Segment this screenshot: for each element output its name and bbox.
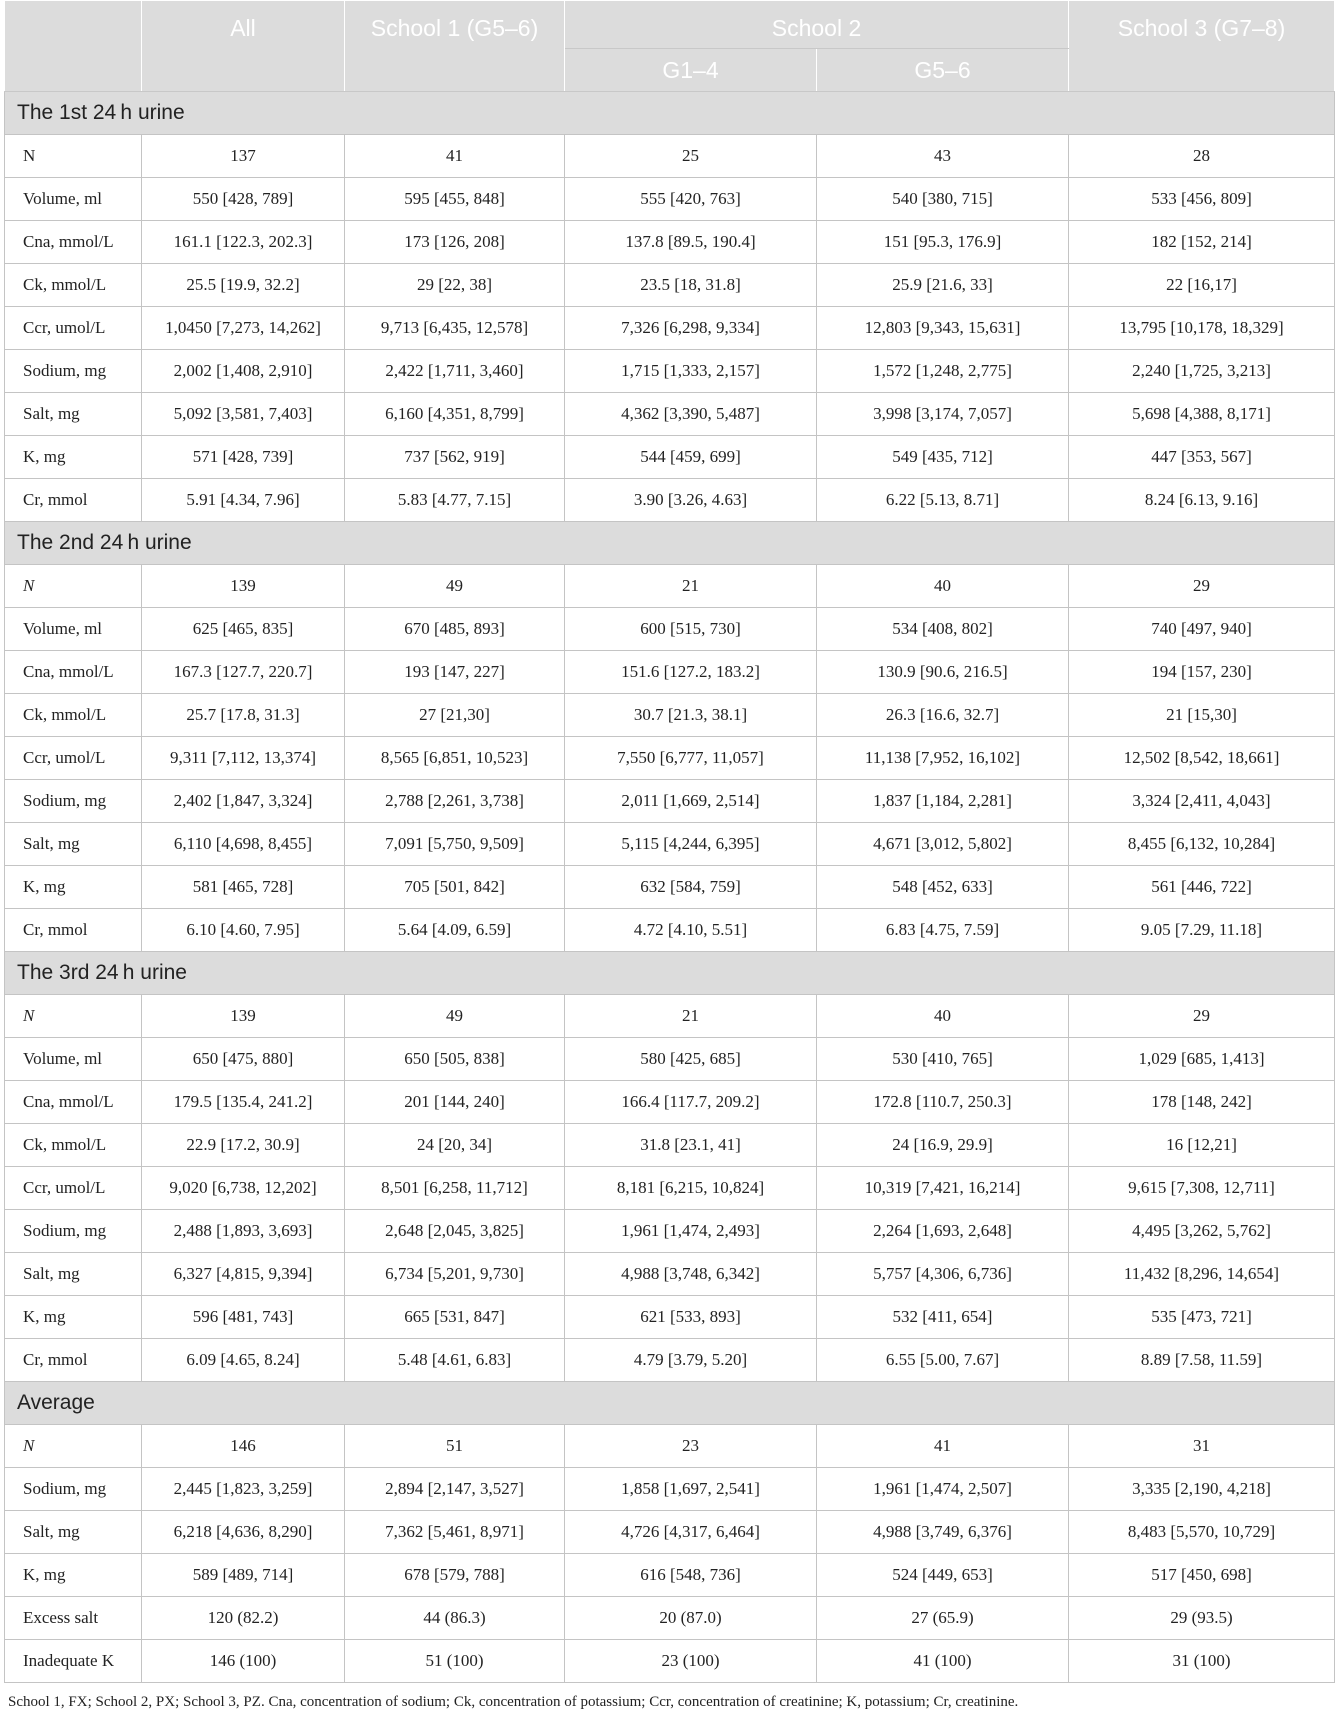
row-label: K, mg (5, 436, 142, 479)
row-label: K, mg (5, 1296, 142, 1339)
table-cell: 4,726 [4,317, 6,464] (565, 1511, 817, 1554)
table-cell: 161.1 [122.3, 202.3] (142, 221, 345, 264)
row-label: Volume, ml (5, 1038, 142, 1081)
table-cell: 1,572 [1,248, 2,775] (817, 350, 1069, 393)
table-cell: 31 (1069, 1425, 1335, 1468)
table-cell: 11,432 [8,296, 14,654] (1069, 1253, 1335, 1296)
table-cell: 28 (1069, 135, 1335, 178)
header-blank-cell (5, 1, 142, 92)
header-school2-g5-6: G5–6 (817, 49, 1069, 92)
header-school1: School 1 (G5–6) (345, 1, 565, 92)
table-cell: 3,324 [2,411, 4,043] (1069, 780, 1335, 823)
table-cell: 5,115 [4,244, 6,395] (565, 823, 817, 866)
table-cell: 737 [562, 919] (345, 436, 565, 479)
table-row (5, 264, 1335, 307)
table-cell: 561 [446, 722] (1069, 866, 1335, 909)
table-cell: 137.8 [89.5, 190.4] (565, 221, 817, 264)
table-cell: 6,734 [5,201, 9,730] (345, 1253, 565, 1296)
table-cell: 7,091 [5,750, 9,509] (345, 823, 565, 866)
table-cell: 621 [533, 893] (565, 1296, 817, 1339)
table-cell: 139 (142, 565, 345, 608)
table-cell: 8,483 [5,570, 10,729] (1069, 1511, 1335, 1554)
table-cell: 27 (65.9) (817, 1597, 1069, 1640)
row-label: Excess salt (5, 1597, 142, 1640)
table-cell: 29 (93.5) (1069, 1597, 1335, 1640)
row-label: Salt, mg (5, 393, 142, 436)
table-cell: 137 (142, 135, 345, 178)
table-cell: 51 (345, 1425, 565, 1468)
table-row (5, 1124, 1335, 1167)
table-cell: 8,501 [6,258, 11,712] (345, 1167, 565, 1210)
table-footnote: School 1, FX; School 2, PX; School 3, PZ. Cna, concentration of sodium; Ck, concentration of potassium; Ccr, concentration of creatinine; K, potassium; Cr, creatinine. (8, 1694, 1019, 1710)
table-cell: 4,988 [3,748, 6,342] (565, 1253, 817, 1296)
table-cell: 16 [12,21] (1069, 1124, 1335, 1167)
table-cell: 2,648 [2,045, 3,825] (345, 1210, 565, 1253)
table-cell: 1,961 [1,474, 2,493] (565, 1210, 817, 1253)
table-cell: 22.9 [17.2, 30.9] (142, 1124, 345, 1167)
table-cell: 447 [353, 567] (1069, 436, 1335, 479)
table-row (5, 1253, 1335, 1296)
table-cell: 2,894 [2,147, 3,527] (345, 1468, 565, 1511)
table-container (4, 0, 1334, 1683)
table-cell: 6.09 [4.65, 8.24] (142, 1339, 345, 1382)
table-cell: 1,029 [685, 1,413] (1069, 1038, 1335, 1081)
table-cell: 21 (565, 565, 817, 608)
table-cell: 27 [21,30] (345, 694, 565, 737)
table-cell: 21 [15,30] (1069, 694, 1335, 737)
table-row (5, 1210, 1335, 1253)
table-row (5, 1554, 1335, 1597)
table-cell: 632 [584, 759] (565, 866, 817, 909)
row-label: N (5, 995, 142, 1038)
table-row (5, 307, 1335, 350)
table-cell: 5.91 [4.34, 7.96] (142, 479, 345, 522)
table-cell: 3,335 [2,190, 4,218] (1069, 1468, 1335, 1511)
section-header-row (5, 952, 1335, 995)
table-cell: 1,0450 [7,273, 14,262] (142, 307, 345, 350)
table-cell: 1,837 [1,184, 2,281] (817, 780, 1069, 823)
row-label: Sodium, mg (5, 780, 142, 823)
table-cell: 151 [95.3, 176.9] (817, 221, 1069, 264)
table-cell: 24 [20, 34] (345, 1124, 565, 1167)
table-cell: 6,160 [4,351, 8,799] (345, 393, 565, 436)
table-cell: 5,757 [4,306, 6,736] (817, 1253, 1069, 1296)
table-cell: 172.8 [110.7, 250.3] (817, 1081, 1069, 1124)
table-row (5, 866, 1335, 909)
table-cell: 178 [148, 242] (1069, 1081, 1335, 1124)
table-cell: 24 [16.9, 29.9] (817, 1124, 1069, 1167)
table-cell: 173 [126, 208] (345, 221, 565, 264)
section-header-row (5, 522, 1335, 565)
table-cell: 9,713 [6,435, 12,578] (345, 307, 565, 350)
table-cell: 555 [420, 763] (565, 178, 817, 221)
table-cell: 182 [152, 214] (1069, 221, 1335, 264)
table-cell: 2,788 [2,261, 3,738] (345, 780, 565, 823)
row-label: Sodium, mg (5, 1210, 142, 1253)
table-cell: 549 [435, 712] (817, 436, 1069, 479)
table-row (5, 1640, 1335, 1683)
row-label: Cr, mmol (5, 479, 142, 522)
table-cell: 49 (345, 995, 565, 1038)
table-cell: 49 (345, 565, 565, 608)
table-row (5, 737, 1335, 780)
row-label: Ck, mmol/L (5, 694, 142, 737)
table-cell: 8,181 [6,215, 10,824] (565, 1167, 817, 1210)
table-cell: 29 [22, 38] (345, 264, 565, 307)
row-label: Ccr, umol/L (5, 307, 142, 350)
row-label: N (5, 565, 142, 608)
table-cell: 25 (565, 135, 817, 178)
table-cell: 9,020 [6,738, 12,202] (142, 1167, 345, 1210)
table-cell: 2,240 [1,725, 3,213] (1069, 350, 1335, 393)
table-cell: 534 [408, 802] (817, 608, 1069, 651)
row-label: Cna, mmol/L (5, 221, 142, 264)
table-cell: 6,110 [4,698, 8,455] (142, 823, 345, 866)
table-header (5, 1, 1335, 92)
table-cell: 7,362 [5,461, 8,971] (345, 1511, 565, 1554)
table-row (5, 436, 1335, 479)
table-cell: 43 (817, 135, 1069, 178)
table-row (5, 565, 1335, 608)
row-label: Salt, mg (5, 1253, 142, 1296)
section-header-row (5, 92, 1335, 135)
table-row (5, 608, 1335, 651)
section-title: The 2nd 24 h urine (5, 522, 1335, 565)
table-cell: 665 [531, 847] (345, 1296, 565, 1339)
table-row (5, 1597, 1335, 1640)
table-cell: 625 [465, 835] (142, 608, 345, 651)
table-cell: 120 (82.2) (142, 1597, 345, 1640)
table-cell: 23 (565, 1425, 817, 1468)
table-cell: 31.8 [23.1, 41] (565, 1124, 817, 1167)
table-cell: 25.5 [19.9, 32.2] (142, 264, 345, 307)
table-cell: 201 [144, 240] (345, 1081, 565, 1124)
table-cell: 4,495 [3,262, 5,762] (1069, 1210, 1335, 1253)
table-row (5, 350, 1335, 393)
table-cell: 5.48 [4.61, 6.83] (345, 1339, 565, 1382)
table-cell: 6.10 [4.60, 7.95] (142, 909, 345, 952)
table-cell: 7,550 [6,777, 11,057] (565, 737, 817, 780)
table-row (5, 1511, 1335, 1554)
table-cell: 4,362 [3,390, 5,487] (565, 393, 817, 436)
table-cell: 740 [497, 940] (1069, 608, 1335, 651)
table-row (5, 995, 1335, 1038)
table-cell: 650 [505, 838] (345, 1038, 565, 1081)
table-cell: 580 [425, 685] (565, 1038, 817, 1081)
table-row (5, 780, 1335, 823)
table-cell: 22 [16,17] (1069, 264, 1335, 307)
section-header-row (5, 1382, 1335, 1425)
table-row (5, 479, 1335, 522)
table-cell: 2,002 [1,408, 2,910] (142, 350, 345, 393)
table-cell: 596 [481, 743] (142, 1296, 345, 1339)
table-cell: 678 [579, 788] (345, 1554, 565, 1597)
table-cell: 2,488 [1,893, 3,693] (142, 1210, 345, 1253)
table-cell: 41 (817, 1425, 1069, 1468)
table-row (5, 178, 1335, 221)
section-title: The 3rd 24 h urine (5, 952, 1335, 995)
table-cell: 9,615 [7,308, 12,711] (1069, 1167, 1335, 1210)
row-label: Cr, mmol (5, 1339, 142, 1382)
table-cell: 31 (100) (1069, 1640, 1335, 1683)
table-cell: 535 [473, 721] (1069, 1296, 1335, 1339)
table-cell: 179.5 [135.4, 241.2] (142, 1081, 345, 1124)
table-cell: 600 [515, 730] (565, 608, 817, 651)
row-label: Cr, mmol (5, 909, 142, 952)
table-cell: 146 (142, 1425, 345, 1468)
row-label: Sodium, mg (5, 350, 142, 393)
table-cell: 7,326 [6,298, 9,334] (565, 307, 817, 350)
table-cell: 130.9 [90.6, 216.5] (817, 651, 1069, 694)
table-row (5, 1081, 1335, 1124)
table-row (5, 1425, 1335, 1468)
table-cell: 3.90 [3.26, 4.63] (565, 479, 817, 522)
table-row (5, 1296, 1335, 1339)
section-title: The 1st 24 h urine (5, 92, 1335, 135)
header-all: All (142, 1, 345, 92)
table-cell: 533 [456, 809] (1069, 178, 1335, 221)
table-row (5, 651, 1335, 694)
header-school2: School 2 (565, 1, 1069, 49)
table-cell: 650 [475, 880] (142, 1038, 345, 1081)
table-row (5, 1038, 1335, 1081)
table-cell: 2,264 [1,693, 2,648] (817, 1210, 1069, 1253)
table-cell: 3,998 [3,174, 7,057] (817, 393, 1069, 436)
table-cell: 4.79 [3.79, 5.20] (565, 1339, 817, 1382)
table-row (5, 1339, 1335, 1382)
table-cell: 4,671 [3,012, 5,802] (817, 823, 1069, 866)
table-cell: 12,803 [9,343, 15,631] (817, 307, 1069, 350)
row-label: Volume, ml (5, 608, 142, 651)
header-school3: School 3 (G7–8) (1069, 1, 1335, 92)
table-cell: 524 [449, 653] (817, 1554, 1069, 1597)
table-cell: 2,445 [1,823, 3,259] (142, 1468, 345, 1511)
row-label: Volume, ml (5, 178, 142, 221)
table-cell: 8,455 [6,132, 10,284] (1069, 823, 1335, 866)
table-cell: 194 [157, 230] (1069, 651, 1335, 694)
table-cell: 193 [147, 227] (345, 651, 565, 694)
table-cell: 30.7 [21.3, 38.1] (565, 694, 817, 737)
table-cell: 40 (817, 995, 1069, 1038)
table-cell: 40 (817, 565, 1069, 608)
table-cell: 26.3 [16.6, 32.7] (817, 694, 1069, 737)
table-row (5, 1167, 1335, 1210)
table-cell: 571 [428, 739] (142, 436, 345, 479)
row-label: Ccr, umol/L (5, 737, 142, 780)
table-cell: 1,858 [1,697, 2,541] (565, 1468, 817, 1511)
table-cell: 29 (1069, 565, 1335, 608)
row-label: K, mg (5, 1554, 142, 1597)
table-cell: 6,327 [4,815, 9,394] (142, 1253, 345, 1296)
table-cell: 44 (86.3) (345, 1597, 565, 1640)
table-row (5, 221, 1335, 264)
row-label: Salt, mg (5, 1511, 142, 1554)
row-label: Ck, mmol/L (5, 1124, 142, 1167)
table-cell: 530 [410, 765] (817, 1038, 1069, 1081)
row-label: Ck, mmol/L (5, 264, 142, 307)
row-label: Ccr, umol/L (5, 1167, 142, 1210)
table-cell: 9.05 [7.29, 11.18] (1069, 909, 1335, 952)
row-label: K, mg (5, 866, 142, 909)
table-cell: 41 (100) (817, 1640, 1069, 1683)
table-cell: 12,502 [8,542, 18,661] (1069, 737, 1335, 780)
table-cell: 544 [459, 699] (565, 436, 817, 479)
table-cell: 139 (142, 995, 345, 1038)
table-cell: 581 [465, 728] (142, 866, 345, 909)
table-cell: 616 [548, 736] (565, 1554, 817, 1597)
table-cell: 6.55 [5.00, 7.67] (817, 1339, 1069, 1382)
table-cell: 5,092 [3,581, 7,403] (142, 393, 345, 436)
table-cell: 6,218 [4,636, 8,290] (142, 1511, 345, 1554)
table-cell: 595 [455, 848] (345, 178, 565, 221)
table-cell: 29 (1069, 995, 1335, 1038)
table-cell: 1,961 [1,474, 2,507] (817, 1468, 1069, 1511)
urine-data-table (4, 0, 1335, 1683)
table-cell: 41 (345, 135, 565, 178)
table-cell: 5.64 [4.09, 6.59] (345, 909, 565, 952)
table-cell: 151.6 [127.2, 183.2] (565, 651, 817, 694)
table-cell: 20 (87.0) (565, 1597, 817, 1640)
table-cell: 6.83 [4.75, 7.59] (817, 909, 1069, 952)
table-cell: 8,565 [6,851, 10,523] (345, 737, 565, 780)
row-label: Cna, mmol/L (5, 1081, 142, 1124)
table-cell: 9,311 [7,112, 13,374] (142, 737, 345, 780)
table-cell: 532 [411, 654] (817, 1296, 1069, 1339)
table-cell: 11,138 [7,952, 16,102] (817, 737, 1069, 780)
table-cell: 2,422 [1,711, 3,460] (345, 350, 565, 393)
table-cell: 167.3 [127.7, 220.7] (142, 651, 345, 694)
table-cell: 13,795 [10,178, 18,329] (1069, 307, 1335, 350)
table-cell: 548 [452, 633] (817, 866, 1069, 909)
table-cell: 146 (100) (142, 1640, 345, 1683)
table-cell: 6.22 [5.13, 8.71] (817, 479, 1069, 522)
table-row (5, 135, 1335, 178)
table-cell: 23 (100) (565, 1640, 817, 1683)
table-cell: 4.72 [4.10, 5.51] (565, 909, 817, 952)
table-cell: 8.89 [7.58, 11.59] (1069, 1339, 1335, 1382)
table-cell: 540 [380, 715] (817, 178, 1069, 221)
row-label: Sodium, mg (5, 1468, 142, 1511)
row-label: N (5, 135, 142, 178)
table-cell: 1,715 [1,333, 2,157] (565, 350, 817, 393)
table-row (5, 393, 1335, 436)
table-row (5, 909, 1335, 952)
table-cell: 670 [485, 893] (345, 608, 565, 651)
section-title: Average (5, 1382, 1335, 1425)
table-row (5, 1468, 1335, 1511)
row-label: Inadequate K (5, 1640, 142, 1683)
table-cell: 25.7 [17.8, 31.3] (142, 694, 345, 737)
table-cell: 10,319 [7,421, 16,214] (817, 1167, 1069, 1210)
table-cell: 23.5 [18, 31.8] (565, 264, 817, 307)
table-body (5, 92, 1335, 1683)
table-cell: 51 (100) (345, 1640, 565, 1683)
table-cell: 2,011 [1,669, 2,514] (565, 780, 817, 823)
table-row (5, 694, 1335, 737)
table-cell: 8.24 [6.13, 9.16] (1069, 479, 1335, 522)
table-cell: 21 (565, 995, 817, 1038)
table-cell: 705 [501, 842] (345, 866, 565, 909)
table-cell: 5.83 [4.77, 7.15] (345, 479, 565, 522)
row-label: N (5, 1425, 142, 1468)
table-cell: 25.9 [21.6, 33] (817, 264, 1069, 307)
header-school2-g1-4: G1–4 (565, 49, 817, 92)
table-cell: 166.4 [117.7, 209.2] (565, 1081, 817, 1124)
table-cell: 550 [428, 789] (142, 178, 345, 221)
table-cell: 517 [450, 698] (1069, 1554, 1335, 1597)
table-row (5, 823, 1335, 866)
table-cell: 4,988 [3,749, 6,376] (817, 1511, 1069, 1554)
table-cell: 2,402 [1,847, 3,324] (142, 780, 345, 823)
row-label: Cna, mmol/L (5, 651, 142, 694)
table-cell: 5,698 [4,388, 8,171] (1069, 393, 1335, 436)
table-cell: 589 [489, 714] (142, 1554, 345, 1597)
row-label: Salt, mg (5, 823, 142, 866)
